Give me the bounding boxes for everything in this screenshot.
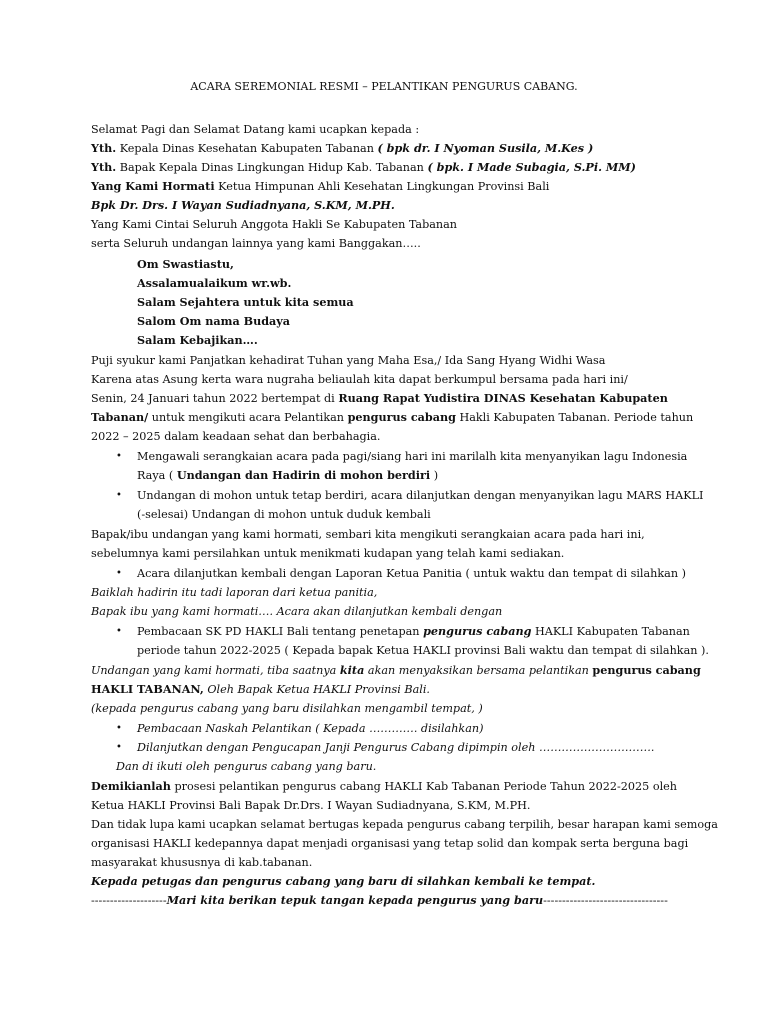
closing-line-4: organisasi HAKLI kedepannya dapat menjadi organisasi yang tetap solid dan kompak serta berguna bagi xyxy=(91,837,689,850)
document-title: ACARA SEREMONIAL RESMI – PELANTIKAN PENGURUS CABANG. xyxy=(190,80,578,93)
pelantikan-diikuti: Dan di ikuti oleh pengurus cabang yang baru. xyxy=(116,760,377,773)
bullet-6-text: Dilanjutkan dengan Pengucapan Janji Pengurus Cabang dipimpin oleh …………………………. xyxy=(137,741,655,754)
bullet-4-hakli: HAKLI Kabupaten Tabanan xyxy=(534,625,690,638)
bullet-1-raya: Raya ( xyxy=(137,469,174,482)
opening-line-2: Karena atas Asung kerta wara nugraha beliaulah kita dapat berkumpul bersama pada hari ini/ xyxy=(91,373,628,386)
pelantikan-line-2 xyxy=(91,682,430,697)
pelantikan-hakli-tabanan: HAKLI TABANAN, xyxy=(91,682,204,696)
opening-line-1: Puji syukur kami Panjatkan kehadirat Tuhan yang Maha Esa,/ Ida Sang Hyang Widhi Wasa xyxy=(91,354,606,367)
opening-venue: Ruang Rapat Yudistira DINAS Kesehatan Kabupaten xyxy=(338,391,668,405)
bullet-4-line-1 xyxy=(137,624,690,639)
closing-kembali: Kepada petugas dan pengurus cabang yang baru di silahkan kembali ke tempat. xyxy=(91,874,596,888)
yth2-text: Bapak Kepala Dinas Lingkungan Hidup Kab. Tabanan xyxy=(119,161,424,174)
opening-venue-end: Tabanan/ xyxy=(91,410,149,424)
bullet-4-line-2: periode tahun 2022-2025 ( Kepada bapak Ketua HAKLI provinsi Bali waktu dan tempat di silahkan ). xyxy=(137,644,709,657)
hormati-label: Yang Kami Hormati xyxy=(91,179,215,193)
bullet-4-sk: Pembacaan SK PD HAKLI Bali tentang penetapan xyxy=(137,625,420,638)
italic-line-1-text: Baiklah hadirin itu tadi laporan dari ketua panitia, xyxy=(91,586,378,599)
closing-prosesi: prosesi pelantikan pengurus cabang HAKLI Kab Tabanan Periode Tahun 2022-2025 oleh xyxy=(174,780,677,793)
bullet-5 xyxy=(137,721,483,736)
closing-line-6 xyxy=(91,874,595,889)
yth1-label: Yth. xyxy=(91,141,117,155)
bullet-glyph: • xyxy=(116,568,122,579)
pelantikan-line-4 xyxy=(116,759,376,774)
yth1-text: Kepala Dinas Kesehatan Kabupaten Tabanan xyxy=(119,142,374,155)
yth2-label: Yth. xyxy=(91,160,117,174)
bullet-1-line-2 xyxy=(137,468,438,483)
closing-dashes-left: -------------------- xyxy=(91,894,167,907)
greeting-yth2 xyxy=(91,160,636,175)
closing-demikianlah: Demikianlah xyxy=(91,779,171,793)
bullet-3: Acara dilanjutkan kembali dengan Laporan Ketua Panitia ( untuk waktu dan tempat di silahkan ) xyxy=(137,567,686,580)
bullet-glyph: • xyxy=(116,451,122,462)
greeting-intro: Selamat Pagi dan Selamat Datang kami ucapkan kepada : xyxy=(91,123,420,136)
pelantikan-kita: kita xyxy=(339,663,365,677)
ketua-name-text: Bpk Dr. Drs. I Wayan Sudiadnyana, S.KM, M.PH. xyxy=(91,198,395,212)
closing-line-2: Ketua HAKLI Provinsi Bali Bapak Dr.Drs. I Wayan Sudiadnyana, S.KM, M.PH. xyxy=(91,799,531,812)
pelantikan-oleh: Oleh Bapak Ketua HAKLI Provinsi Bali. xyxy=(207,683,430,696)
bullet-4-pengurus: pengurus cabang xyxy=(423,624,532,638)
closing-line-3: Dan tidak lupa kami ucapkan selamat bertugas kepada pengurus cabang terpilih, besar harapan kami semoga xyxy=(91,818,718,831)
bullet-6 xyxy=(137,740,654,755)
ketua-name xyxy=(91,198,395,213)
italic-line-1 xyxy=(91,585,377,600)
salam-line: Om Swastiastu, xyxy=(137,257,234,271)
opening-pengurus: pengurus cabang xyxy=(347,410,456,424)
closing-line-1 xyxy=(91,779,677,794)
greeting-yth1 xyxy=(91,141,593,156)
opening-date: Senin, 24 Januari tahun 2022 bertempat di xyxy=(91,392,335,405)
pelantikan-menyaksikan: akan menyaksikan bersama pelantikan xyxy=(367,664,589,677)
italic-line-2-text: Bapak ibu yang kami hormati…. Acara akan dilanjutkan kembali dengan xyxy=(91,605,503,618)
bullet-1-line-1: Mengawali serangkaian acara pada pagi/siang hari ini marilalh kita menyanyikan lagu Indonesia xyxy=(137,450,688,463)
greeting-hormati xyxy=(91,179,549,194)
opening-line-4 xyxy=(91,410,693,425)
pelantikan-pengurus: pengurus cabang xyxy=(592,663,701,677)
opening-purpose: untuk mengikuti acara Pelantikan xyxy=(151,411,344,424)
salam-line: Salam Sejahtera untuk kita semua xyxy=(137,295,354,309)
yth2-name: ( bpk. I Made Subagia, S.Pi. MM) xyxy=(427,160,636,174)
pelantikan-instruction: (kepada pengurus cabang yang baru disilahkan mengambil tempat, ) xyxy=(91,702,483,715)
closing-dashes-right: --------------------------------- xyxy=(543,894,668,907)
bullet-glyph: • xyxy=(116,490,122,501)
italic-line-2 xyxy=(91,604,502,619)
yth1-name: ( bpk dr. I Nyoman Susila, M.Kes ) xyxy=(377,141,594,155)
bullet-glyph: • xyxy=(116,626,122,637)
salam-line: Salam Kebajikan…. xyxy=(137,333,258,347)
greeting-undangan: serta Seluruh undangan lainnya yang kami Banggakan….. xyxy=(91,237,421,250)
middle-line-2: sebelumnya kami persilahkan untuk menikmati kudapan yang telah kami sediakan. xyxy=(91,547,565,560)
bullet-glyph: • xyxy=(116,742,122,753)
salam-line: Salom Om nama Budaya xyxy=(137,314,291,328)
pelantikan-intro: Undangan yang kami hormati, tiba saatnya xyxy=(91,664,337,677)
opening-periode: Hakli Kabupaten Tabanan. Periode tahun xyxy=(459,411,694,424)
bullet-1-instruction: Undangan dan Hadirin di mohon berdiri xyxy=(176,468,431,482)
pelantikan-line-1 xyxy=(91,663,701,678)
hormati-text: Ketua Himpunan Ahli Kesehatan Lingkungan Provinsi Bali xyxy=(218,180,550,193)
closing-line-7 xyxy=(91,893,668,908)
bullet-2-line-1: Undangan di mohon untuk tetap berdiri, acara dilanjutkan dengan menyanyikan lagu MARS HAKLI xyxy=(137,489,704,502)
bullet-5-text: Pembacaan Naskah Pelantikan ( Kepada …………. disilahkan) xyxy=(137,722,484,735)
opening-line-5: 2022 – 2025 dalam keadaan sehat dan berbahagia. xyxy=(91,430,381,443)
salam-line: Assalamualaikum wr.wb. xyxy=(137,276,292,290)
bullet-glyph: • xyxy=(116,723,122,734)
closing-tepuk-tangan: Mari kita berikan tepuk tangan kepada pengurus yang baru xyxy=(166,893,544,907)
bullet-2-line-2: (-selesai) Undangan di mohon untuk duduk kembali xyxy=(137,508,431,521)
middle-line-1: Bapak/ibu undangan yang kami hormati, sembari kita mengikuti serangkaian acara pada hari ini, xyxy=(91,528,645,541)
closing-line-5: masyarakat khususnya di kab.tabanan. xyxy=(91,856,313,869)
pelantikan-line-3 xyxy=(91,701,483,716)
opening-line-3 xyxy=(91,391,668,406)
greeting-cintai: Yang Kami Cintai Seluruh Anggota Hakli Se Kabupaten Tabanan xyxy=(91,218,458,231)
bullet-1-close: ) xyxy=(433,469,439,482)
